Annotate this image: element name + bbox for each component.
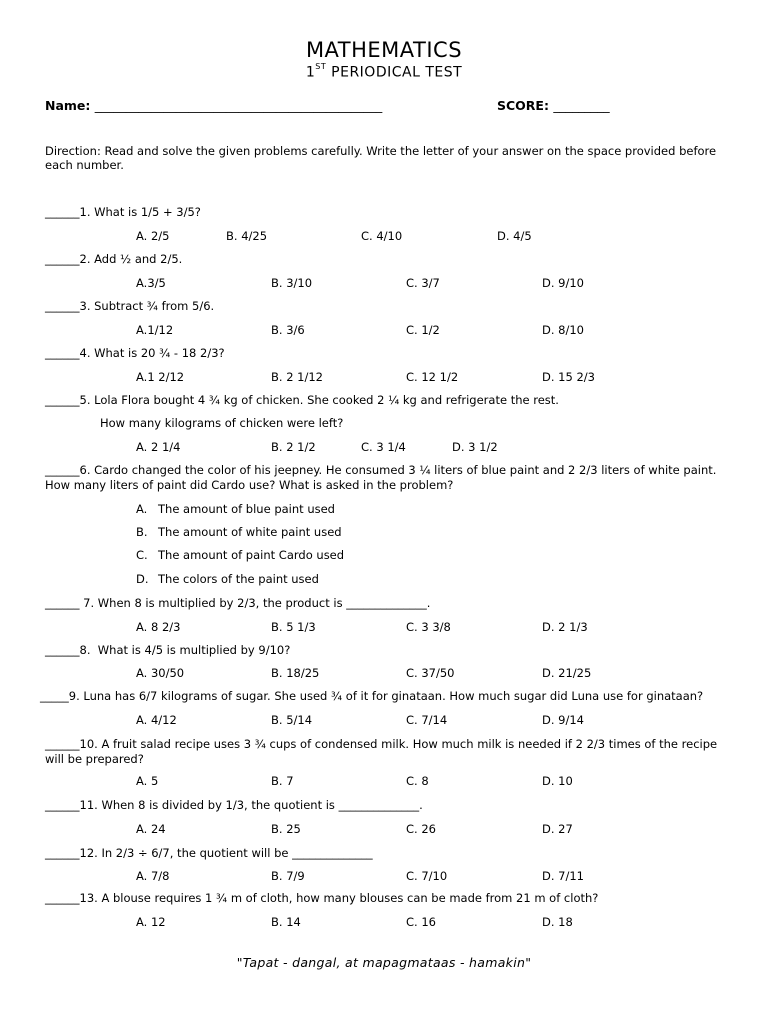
- q8-option-c: C. 37/50: [406, 666, 455, 680]
- q9-option-d: D. 9/14: [542, 713, 584, 727]
- q8-option-b: B. 18/25: [271, 666, 320, 680]
- q12-option-d: D. 7/11: [542, 869, 584, 883]
- q4-option-a: A.1 2/12: [136, 370, 185, 384]
- q6-choice-c: C. The amount of paint Cardo used: [136, 548, 345, 562]
- question-11: ______11. When 8 is divided by 1/3, the quotient is ______________.: [45, 798, 423, 812]
- q3-option-c: C. 1/2: [406, 323, 440, 337]
- question-9: _____9. Luna has 6/7 kilograms of sugar. She used ¾ of it for ginataan. How much sugar did Luna use for ginataan?: [40, 689, 704, 703]
- q4-option-d: D. 15 2/3: [542, 370, 595, 384]
- q7-option-c: C. 3 3/8: [406, 620, 451, 634]
- name-blank[interactable]: ______________________________________________: [94, 98, 383, 113]
- question-12: ______12. In 2/3 ÷ 6/7, the quotient will be ______________: [45, 846, 373, 860]
- q1-option-d: D. 4/5: [497, 229, 532, 243]
- score-field[interactable]: [497, 98, 610, 113]
- q13-option-a: A. 12: [136, 915, 166, 929]
- q2-option-d: D. 9/10: [542, 276, 584, 290]
- q2-option-b: B. 3/10: [271, 276, 313, 290]
- question-2: ______2. Add ½ and 2/5.: [45, 252, 183, 266]
- school-motto: "Tapat - dangal, at mapagmataas - hamakin": [236, 955, 532, 970]
- page-subtitle: [0, 64, 768, 81]
- subtitle-number: 1: [305, 64, 316, 81]
- score-blank[interactable]: _________: [553, 98, 610, 113]
- q8-option-d: D. 21/25: [542, 666, 592, 680]
- q1-option-a: A. 2/5: [136, 229, 170, 243]
- q4-option-b: B. 2 1/12: [271, 370, 323, 384]
- subtitle-superscript: ST: [315, 62, 327, 71]
- q3-option-d: D. 8/10: [542, 323, 584, 337]
- question-5-continued: How many kilograms of chicken were left?: [100, 416, 344, 430]
- question-6: ______6. Cardo changed the color of his jeepney. He consumed 3 ¼ liters of blue paint and 2 2/3 liters of white paint. How many liters of paint did Cardo use? What is asked in the problem?: [45, 463, 721, 492]
- q7-option-b: B. 5 1/3: [271, 620, 316, 634]
- q13-option-d: D. 18: [542, 915, 573, 929]
- subtitle-text: PERIODICAL TEST: [326, 64, 463, 81]
- q3-option-a: A.1/12: [136, 323, 174, 337]
- question-5: ______5. Lola Flora bought 4 ¾ kg of chicken. She cooked 2 ¼ kg and refrigerate the rest.: [45, 393, 559, 407]
- q9-option-a: A. 4/12: [136, 713, 177, 727]
- q2-option-c: C. 3/7: [406, 276, 440, 290]
- q4-option-c: C. 12 1/2: [406, 370, 459, 384]
- q11-option-b: B. 25: [271, 822, 301, 836]
- question-4: ______4. What is 20 ¾ - 18 2/3?: [45, 346, 225, 360]
- question-3: ______3. Subtract ¾ from 5/6.: [45, 299, 215, 313]
- score-label: SCORE:: [497, 98, 549, 113]
- question-1: ______1. What is 1/5 + 3/5?: [45, 205, 201, 219]
- q6-choice-b: B. The amount of white paint used: [136, 525, 342, 539]
- q6-choice-d: D. The colors of the paint used: [136, 572, 319, 586]
- q13-option-b: B. 14: [271, 915, 301, 929]
- q3-option-b: B. 3/6: [271, 323, 305, 337]
- q11-option-a: A. 24: [136, 822, 166, 836]
- q10-option-c: C. 8: [406, 774, 429, 788]
- q8-option-a: A. 30/50: [136, 666, 185, 680]
- q1-option-c: C. 4/10: [361, 229, 403, 243]
- name-label: Name:: [45, 98, 91, 113]
- page-title: MATHEMATICS: [305, 38, 463, 62]
- q9-option-b: B. 5/14: [271, 713, 313, 727]
- q12-option-a: A. 7/8: [136, 869, 170, 883]
- q11-option-c: C. 26: [406, 822, 436, 836]
- q5-option-a: A. 2 1/4: [136, 440, 181, 454]
- q7-option-a: A. 8 2/3: [136, 620, 181, 634]
- q12-option-b: B. 7/9: [271, 869, 305, 883]
- name-field[interactable]: [45, 98, 382, 113]
- question-10: ______10. A fruit salad recipe uses 3 ¾ cups of condensed milk. How much milk is needed if 2 2/3 times of the recipe will be prepared?: [45, 737, 721, 766]
- q13-option-c: C. 16: [406, 915, 436, 929]
- question-13: ______13. A blouse requires 1 ¾ m of cloth, how many blouses can be made from 21 m of cloth?: [45, 891, 599, 905]
- q6-choice-a: A. The amount of blue paint used: [136, 502, 335, 516]
- directions: Direction: Read and solve the given problems carefully. Write the letter of your answer on the space provided before each number.: [45, 144, 717, 172]
- question-7: ______ 7. When 8 is multiplied by 2/3, the product is ______________.: [45, 596, 431, 610]
- q9-option-c: C. 7/14: [406, 713, 448, 727]
- q2-option-a: A.3/5: [136, 276, 166, 290]
- q10-option-d: D. 10: [542, 774, 573, 788]
- q11-option-d: D. 27: [542, 822, 573, 836]
- q10-option-b: B. 7: [271, 774, 294, 788]
- question-8: ______8. What is 4/5 is multiplied by 9/10?: [45, 643, 291, 657]
- q1-option-b: B. 4/25: [226, 229, 268, 243]
- q10-option-a: A. 5: [136, 774, 159, 788]
- q5-option-d: D. 3 1/2: [452, 440, 498, 454]
- q12-option-c: C. 7/10: [406, 869, 448, 883]
- q5-option-b: B. 2 1/2: [271, 440, 316, 454]
- q5-option-c: C. 3 1/4: [361, 440, 406, 454]
- q7-option-d: D. 2 1/3: [542, 620, 588, 634]
